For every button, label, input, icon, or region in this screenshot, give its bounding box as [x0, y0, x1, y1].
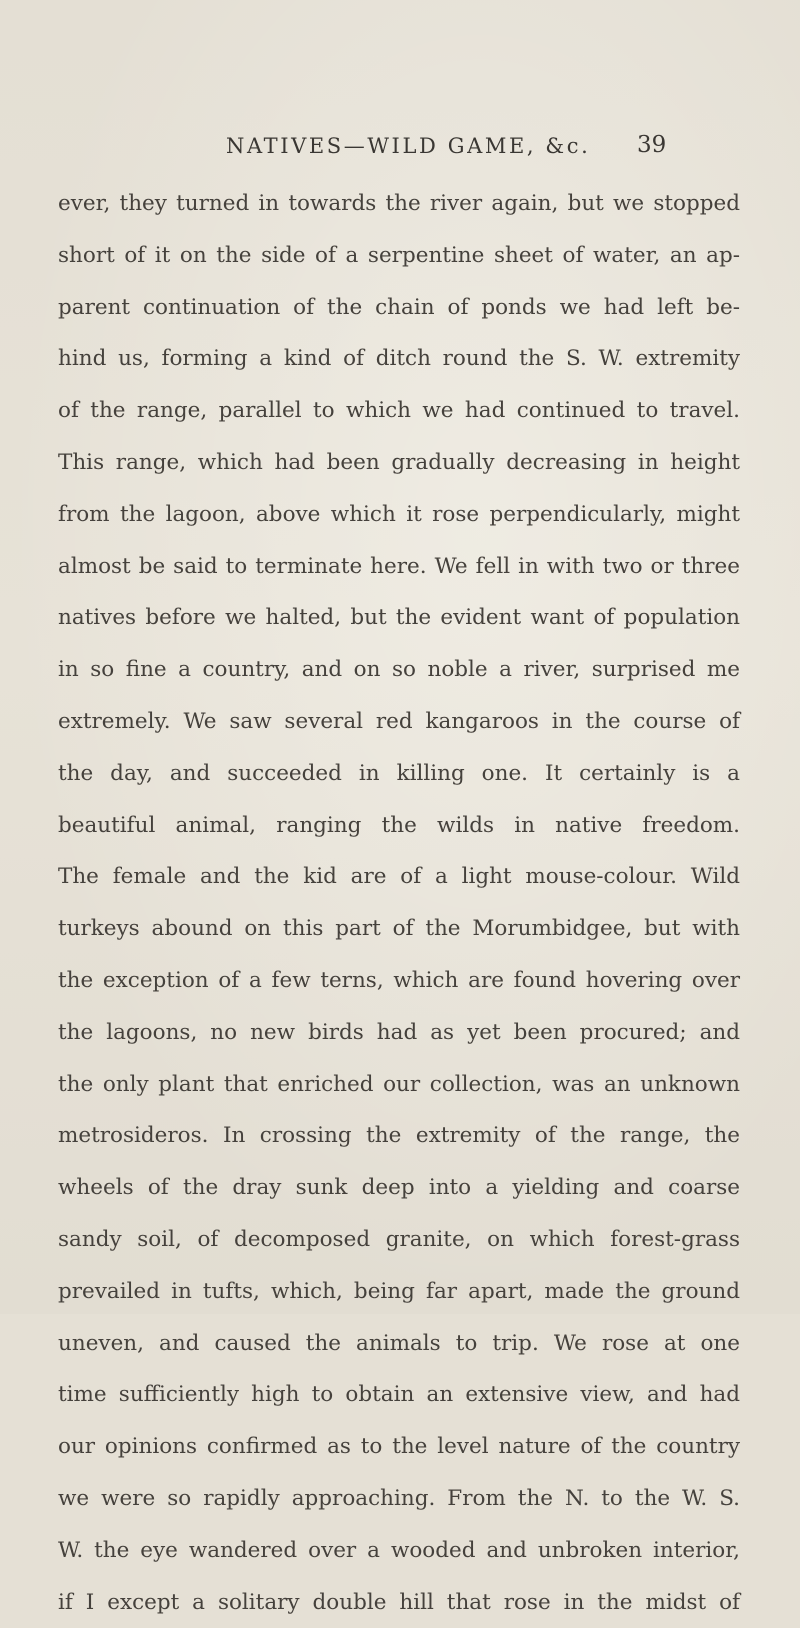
text-line: parent continuation of the chain of ponds we had left be- — [58, 294, 740, 320]
text-line: the exception of a few terns, which are found hovering over — [58, 967, 740, 993]
text-line: we were so rapidly approaching. From the N. to the W. S. — [58, 1485, 740, 1511]
text-line: turkeys abound on this part of the Morumbidgee, but with — [58, 916, 740, 942]
text-line: wheels of the dray sunk deep into a yielding and coarse — [58, 1175, 740, 1201]
text-line: the only plant that enriched our collection, was an unknown — [58, 1071, 740, 1097]
page-number: 39 — [637, 132, 667, 158]
body-text — [58, 178, 740, 1628]
text-line: almost be said to terminate here. We fell in with two or three — [58, 553, 740, 579]
running-title: NATIVES—WILD GAME, &c. — [226, 134, 591, 158]
text-line: This range, which had been gradually decreasing in height — [58, 449, 740, 475]
text-line: time sufficiently high to obtain an extensive view, and had — [58, 1382, 740, 1408]
text-line: in so fine a country, and on so noble a river, surprised me — [58, 657, 740, 683]
text-line: short of it on the side of a serpentine sheet of water, an ap- — [58, 242, 740, 268]
running-head — [0, 134, 800, 170]
text-line: uneven, and caused the animals to trip. We rose at one — [58, 1330, 740, 1356]
text-line: hind us, forming a kind of ditch round the S. W. extremity — [58, 346, 740, 372]
text-line: W. the eye wandered over a wooded and unbroken interior, — [58, 1537, 740, 1563]
text-line: metrosideros. In crossing the extremity of the range, the — [58, 1123, 740, 1149]
text-line: natives before we halted, but the evident want of population — [58, 605, 740, 631]
text-line: if I except a solitary double hill that rose in the midst of — [58, 1589, 740, 1615]
text-line: the day, and succeeded in killing one. It certainly is a — [58, 760, 740, 786]
text-line: The female and the kid are of a light mouse-colour. Wild — [58, 864, 740, 890]
text-line: of the range, parallel to which we had continued to travel. — [58, 398, 740, 424]
text-line: the lagoons, no new birds had as yet been procured; and — [58, 1019, 740, 1045]
text-line: extremely. We saw several red kangaroos in the course of — [58, 708, 740, 734]
text-line: prevailed in tufts, which, being far apart, made the ground — [58, 1278, 740, 1304]
text-line: ever, they turned in towards the river again, but we stopped — [58, 191, 740, 216]
text-line: from the lagoon, above which it rose perpendicularly, might — [58, 501, 740, 527]
text-line: our opinions confirmed as to the level nature of the country — [58, 1434, 740, 1460]
text-line: beautiful animal, ranging the wilds in native freedom. — [58, 812, 740, 838]
text-line: sandy soil, of decomposed granite, on which forest-grass — [58, 1226, 740, 1252]
